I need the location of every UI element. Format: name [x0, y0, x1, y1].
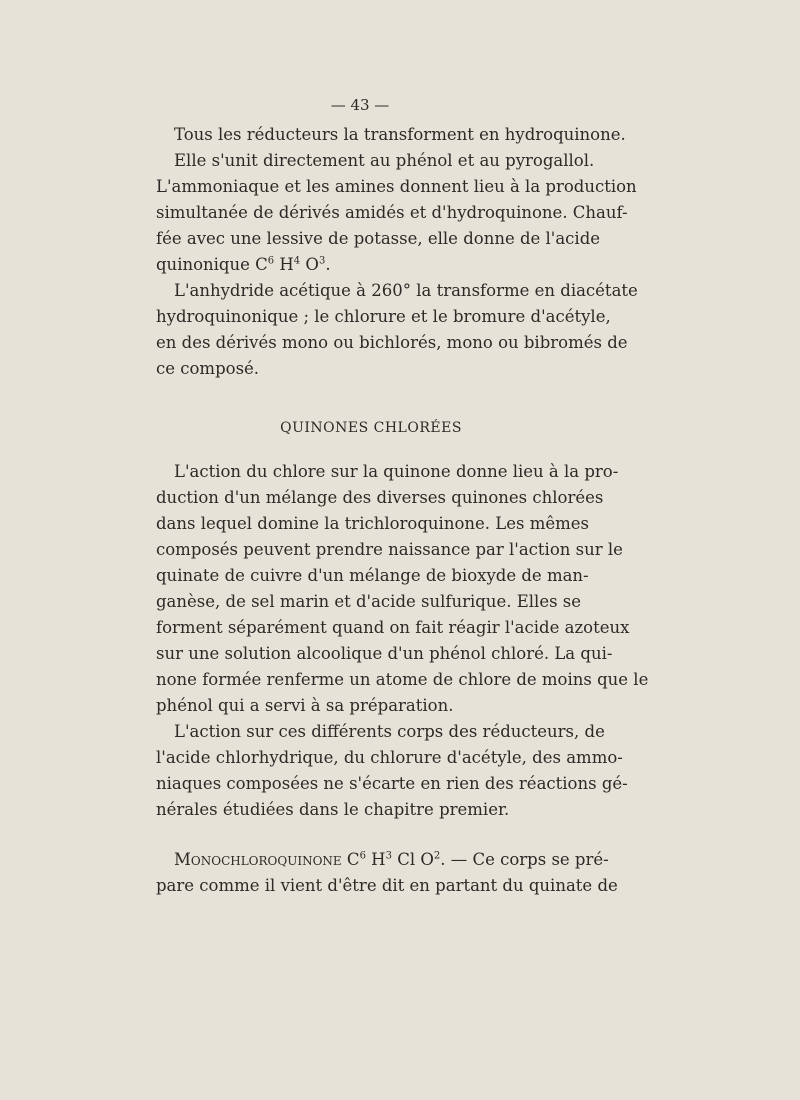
formula-text: C: [341, 850, 360, 869]
text-line: forment séparément quand on fait réagir l'acide azoteux: [156, 618, 630, 637]
text-line: ce composé.: [156, 359, 260, 378]
monochloroquinone-line: [174, 850, 609, 870]
text-line: L'action du chlore sur la quinone donne lieu à la pro-: [174, 462, 619, 481]
text-line: simultanée de dérivés amidés et d'hydroquinone. Chauf-: [156, 203, 628, 222]
formula-text: .: [325, 255, 331, 274]
text-line: niaques composées ne s'écarte en rien des réactions gé-: [156, 774, 628, 793]
formula-text: Cl O: [391, 850, 434, 869]
text-line: hydroquinonique ; le chlorure et le bromure d'acétyle,: [156, 307, 611, 326]
text-line: ganèse, de sel marin et d'acide sulfurique. Elles se: [156, 592, 582, 611]
subscript: 2: [433, 850, 441, 862]
text-line: en des dérivés mono ou bichlorés, mono ou bibromés de: [156, 333, 628, 352]
formula-text: quinonique C: [156, 255, 268, 274]
text-line: L'anhydride acétique à 260° la transforme en diacétate: [174, 281, 638, 300]
subscript: 6: [359, 850, 366, 862]
formula-text: H: [365, 850, 386, 869]
text-line: duction d'un mélange des diverses quinones chlorées: [156, 488, 604, 507]
text-line: sur une solution alcoolique d'un phénol chloré. La qui-: [156, 644, 613, 663]
text-line: l'acide chlorhydrique, du chlorure d'acétyle, des ammo-: [156, 748, 623, 767]
formula-line: [156, 255, 566, 275]
text-line: Tous les réducteurs la transforment en hydroquinone.: [174, 125, 626, 144]
formula-text: H: [274, 255, 294, 274]
section-heading: QUINONES CHLORÉES: [280, 420, 462, 436]
text-line: Elle s'unit directement au phénol et au pyrogallol.: [174, 151, 595, 170]
text-line: L'action sur ces différents corps des réducteurs, de: [174, 722, 605, 741]
body-text: . — Ce corps se pré-: [440, 850, 609, 869]
subscript: 4: [293, 255, 301, 267]
text-line: L'ammoniaque et les amines donnent lieu à la production: [156, 177, 637, 196]
subscript: 3: [385, 850, 392, 862]
page-number: — 43 —: [330, 96, 390, 114]
formula-text: O: [300, 255, 319, 274]
text-line: pare comme il vient d'être dit en partant du quinate de: [156, 876, 618, 895]
text-line: none formée renferme un atome de chlore de moins que le: [156, 670, 649, 689]
text-line: phénol qui a servi à sa préparation.: [156, 696, 454, 715]
term-monochloroquinone: Monochloroquinone: [174, 850, 342, 869]
subscript: 6: [267, 255, 275, 267]
subscript: 3: [318, 255, 326, 267]
text-line: quinate de cuivre d'un mélange de bioxyde de man-: [156, 566, 589, 585]
text-line: composés peuvent prendre naissance par l'action sur le: [156, 540, 623, 559]
text-line: dans lequel domine la trichloroquinone. Les mêmes: [156, 514, 589, 533]
text-line: nérales étudiées dans le chapitre premier.: [156, 800, 510, 819]
text-line: fée avec une lessive de potasse, elle donne de l'acide: [156, 229, 601, 248]
